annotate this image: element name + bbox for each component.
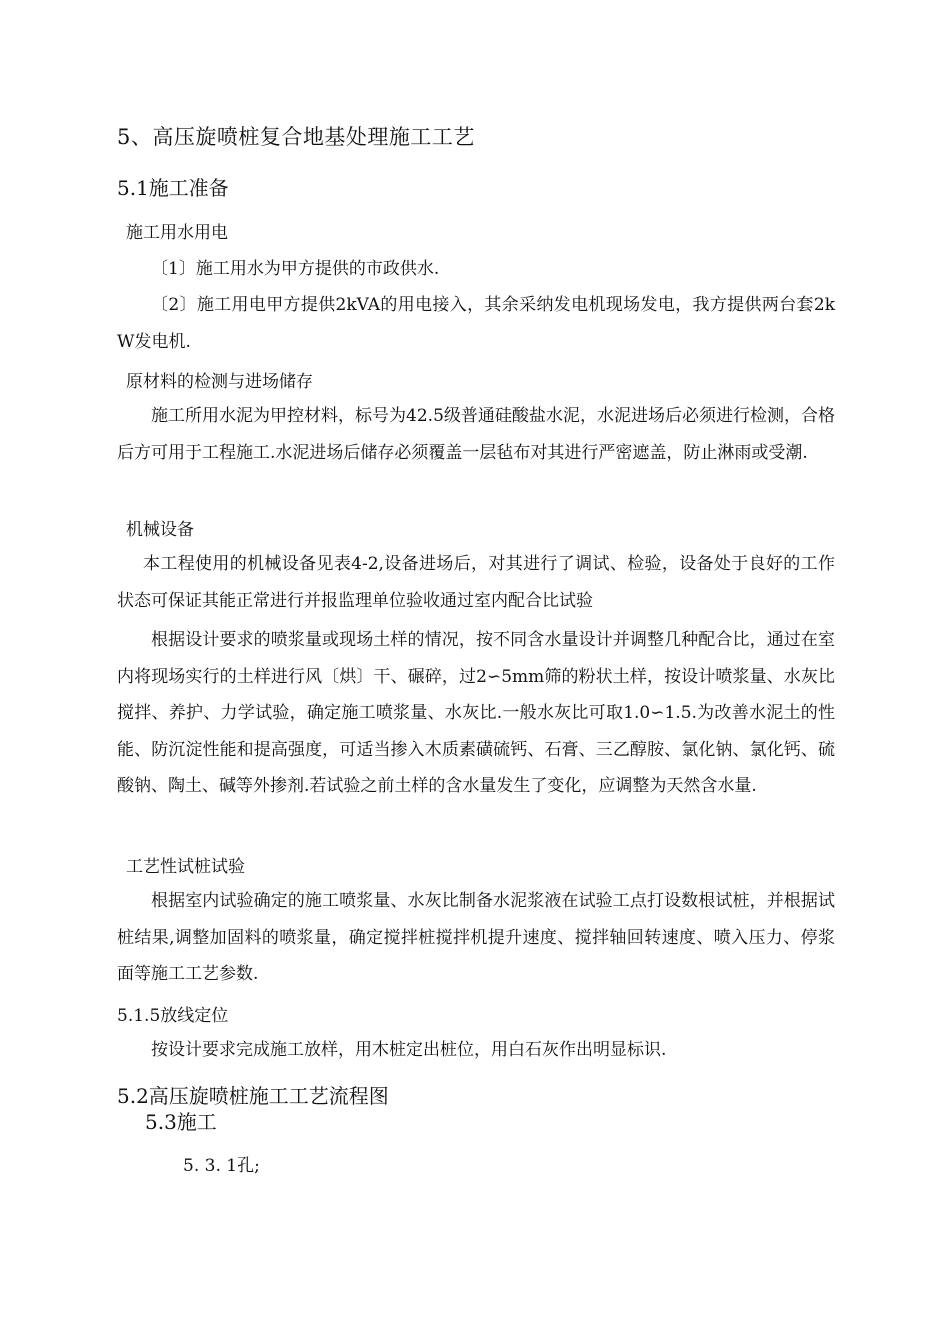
- main-heading: 5、高压旋喷桩复合地基处理施工工艺: [117, 125, 475, 149]
- section-5-1-title: 5.1施工准备: [117, 176, 229, 200]
- water-item-1: 〔1〕施工用水为甲方提供的市政供水.: [151, 259, 440, 279]
- materials-title: 原材料的检测与进场储存: [126, 372, 313, 392]
- power-item-2: 〔2〕施工用电甲方提供2kVA的用电接入，其余采纳发电机现场发电，我方提供两台套2kW发电机.: [117, 295, 835, 352]
- water-power-title: 施工用水用电: [126, 223, 228, 243]
- section-5-3-1-subtitle: 5. 3. 1孔;: [183, 1156, 260, 1176]
- layout-paragraph: 按设计要求完成施工放样，用木桩定出桩位，用白石灰作出明显标识.: [151, 1040, 667, 1060]
- trial-pile-paragraph: 根据室内试验确定的施工喷浆量、水灰比制备水泥浆液在试验工点打设数根试桩，并根据试桩结果,调整加固料的喷浆量，确定搅拌桩搅拌机提升速度、搅拌轴回转速度、喷入压力、停浆面等施工工艺参数.: [117, 891, 835, 984]
- section-5-3-title: 5.3施工: [145, 1110, 217, 1134]
- mix-ratio-paragraph: 根据设计要求的喷浆量或现场土样的情况，按不同含水量设计并调整几种配合比，通过在室内将现场实行的土样进行风〔烘〕干、碾碎，过2∽5mm筛的粉状土样，按设计喷浆量、水灰比搅拌、养护、力学试验，确定施工喷浆量、水灰比.一般水灰比可取1.0∽1.5.为改善水泥土的性能、防沉淀性能和提高强度，可适当掺入木质素磺硫钙、石膏、三乙醇胺、氯化钠、氯化钙、硫酸钠、陶土、碱等外掺剂.若试验之前土样的含水量发生了变化，应调整为天然含水量.: [117, 630, 835, 796]
- equipment-paragraph: 本工程使用的机械设备见表4-2,设备进场后，对其进行了调试、检验，设备处于良好的工作状态可保证其能正常进行并报监理单位验收通过室内配合比试验: [117, 554, 835, 611]
- layout-title: 5.1.5放线定位: [117, 1006, 229, 1026]
- section-5-2-title: 5.2高压旋喷桩施工工艺流程图: [117, 1084, 389, 1108]
- materials-paragraph: 施工所用水泥为甲控材料，标号为42.5级普通硅酸盐水泥，水泥进场后必须进行检测，合格后方可用于工程施工.水泥进场后储存必须覆盖一层毡布对其进行严密遮盖，防止淋雨或受潮.: [117, 406, 835, 463]
- trial-pile-title: 工艺性试桩试验: [126, 857, 245, 877]
- equipment-title: 机械设备: [126, 520, 194, 540]
